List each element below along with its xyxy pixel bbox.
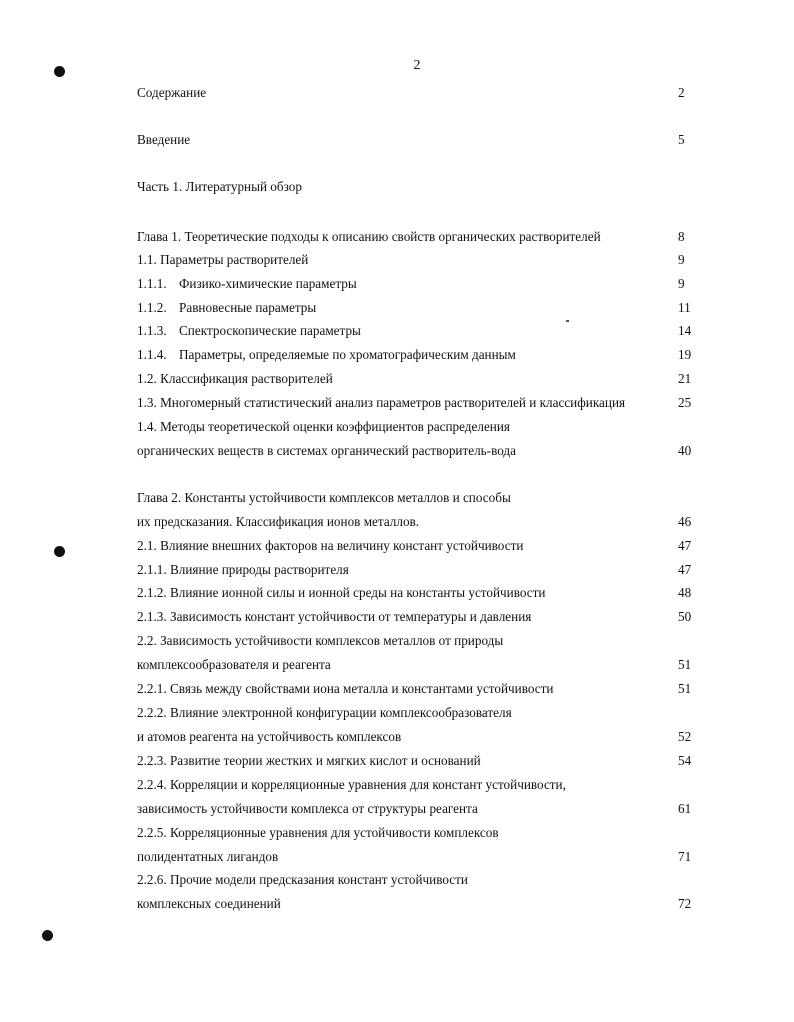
- toc-entry-text: 2.2.2. Влияние электронной конфигурации комплексообразователя: [137, 705, 512, 720]
- toc-entry-text: зависимость устойчивости комплекса от структуры реагента: [137, 801, 478, 816]
- toc-entry-page: 9: [678, 252, 685, 267]
- toc-entry-page: 14: [678, 323, 692, 338]
- toc-entry-title: [137, 321, 361, 341]
- toc-entry: [137, 847, 695, 867]
- toc-entry-text: 2.2.1. Связь между свойствами иона металла и константами устойчивости: [137, 681, 554, 696]
- toc-entry-title: [137, 250, 308, 270]
- toc-entry: [137, 227, 695, 247]
- toc-entry: [137, 631, 695, 651]
- toc-entry-title: [137, 775, 566, 795]
- toc-entry: [137, 655, 695, 675]
- toc-entry: [137, 775, 695, 795]
- page-number: 2: [413, 58, 421, 73]
- toc-entry-text: Глава 2. Константы устойчивости комплексов металлов и способы: [137, 490, 511, 505]
- toc-entry-title: [137, 751, 481, 771]
- toc-entry-text: Равновесные параметры: [179, 300, 317, 315]
- toc-entry-page: 71: [678, 849, 692, 864]
- toc-entry-text: органических веществ в системах органический растворитель-вода: [137, 443, 516, 458]
- toc-entry-text: Содержание: [137, 85, 207, 100]
- punch-hole-mark: [42, 930, 53, 941]
- toc-entry-page: 46: [678, 514, 692, 529]
- toc-entry-text: Параметры, определяемые по хроматографическим данным: [179, 347, 516, 362]
- toc-entry-text: 1.3. Многомерный статистический анализ параметров растворителей и классификация: [137, 395, 626, 410]
- toc-entry-title: [137, 870, 468, 890]
- toc-entry-text: Часть 1. Литературный обзор: [137, 179, 302, 194]
- toc-entry-text: 2.1.2. Влияние ионной силы и ионной среды на константы устойчивости: [137, 585, 546, 600]
- toc-entry-title: [137, 894, 281, 914]
- toc-entry: [137, 679, 695, 699]
- toc-entry-page: 2: [678, 85, 685, 100]
- toc-entry-text: 1.2. Классификация растворителей: [137, 371, 333, 386]
- toc-entry-title: [137, 83, 206, 103]
- toc-entry-page: 61: [678, 801, 692, 816]
- toc-entry: [137, 799, 695, 819]
- toc-entry: [137, 823, 695, 843]
- toc-entry-title: [137, 560, 349, 580]
- toc-entry-page: 50: [678, 609, 692, 624]
- toc-entry-title: [137, 369, 333, 389]
- toc-entry-page: 51: [678, 657, 692, 672]
- toc-entry-title: [137, 607, 531, 627]
- toc-entry-page: 9: [678, 276, 685, 291]
- toc-entry-text: комплексообразователя и реагента: [137, 657, 331, 672]
- toc-entry-page: 54: [678, 753, 692, 768]
- toc-entry-page: 51: [678, 681, 692, 696]
- toc-entry-title: [137, 583, 545, 603]
- toc-entry: [137, 369, 695, 389]
- toc-entry-title: [137, 703, 512, 723]
- toc-entry-text: 2.2.6. Прочие модели предсказания констант устойчивости: [137, 872, 468, 887]
- toc-entry-page: 25: [678, 395, 692, 410]
- toc-entry-text: комплексных соединений: [137, 896, 281, 911]
- toc-entry-title: [137, 274, 357, 294]
- toc-entry-page: 19: [678, 347, 692, 362]
- toc-entry-text: Введение: [137, 132, 191, 147]
- toc-entry: [137, 870, 695, 890]
- toc-entry-title: [137, 345, 516, 365]
- toc-entry-title: [137, 823, 499, 843]
- toc-entry-page: 8: [678, 229, 685, 244]
- toc-entry: [137, 727, 695, 747]
- toc-entry-title: [137, 847, 278, 867]
- toc-entry-text: Спектроскопические параметры: [179, 323, 361, 338]
- toc-entry-title: [137, 417, 510, 437]
- toc-entry-title: [137, 631, 503, 651]
- toc-entry-title: [137, 679, 553, 699]
- toc-entry: [137, 607, 695, 627]
- toc-entry-text: 2.1.1. Влияние природы растворителя: [137, 562, 349, 577]
- toc-entry: [137, 488, 695, 508]
- toc-entry-text: 2.2.5. Корреляционные уравнения для устойчивости комплексов: [137, 825, 499, 840]
- toc-entry-title: [137, 298, 316, 318]
- toc-entry: [137, 512, 695, 532]
- punch-hole-mark: [54, 546, 65, 557]
- toc-entry: [137, 83, 695, 103]
- toc-entry-text: Глава 1. Теоретические подходы к описанию свойств органических растворителей: [137, 229, 601, 244]
- toc-entry: [137, 751, 695, 771]
- toc-entry-text: 2.1. Влияние внешних факторов на величину констант устойчивости: [137, 538, 524, 553]
- toc-entry: [137, 274, 695, 294]
- toc-entry-text: 2.2. Зависимость устойчивости комплексов металлов от природы: [137, 633, 504, 648]
- toc-entry-page: 52: [678, 729, 692, 744]
- toc-entry-page: 5: [678, 132, 685, 147]
- toc-entry-text: Физико-химические параметры: [179, 276, 357, 291]
- toc-entry-page: 11: [678, 300, 691, 315]
- toc-entry-title: [137, 512, 419, 532]
- toc-entry: [137, 894, 695, 914]
- toc-entry-number: 1.1.1.: [137, 276, 167, 291]
- toc-entry-title: [137, 177, 302, 197]
- toc-entry-text: 2.2.4. Корреляции и корреляционные уравнения для констант устойчивости,: [137, 777, 566, 792]
- toc-entry-text: 1.4. Методы теоретической оценки коэффициентов распределения: [137, 419, 510, 434]
- toc-entry-page: 21: [678, 371, 692, 386]
- toc-entry-text: и атомов реагента на устойчивость комплексов: [137, 729, 402, 744]
- toc-entry-text: 2.1.3. Зависимость констант устойчивости от температуры и давления: [137, 609, 532, 624]
- toc-entry-title: [137, 393, 625, 413]
- toc-entry: [137, 583, 695, 603]
- toc-entry: [137, 560, 695, 580]
- toc-entry: [137, 250, 695, 270]
- toc-entry-text: их предсказания. Классификация ионов металлов.: [137, 514, 420, 529]
- toc-entry-number: 1.1.4.: [137, 347, 167, 362]
- toc-entry-title: [137, 536, 523, 556]
- toc-entry: [137, 345, 695, 365]
- toc-entry-title: [137, 727, 401, 747]
- toc-entry: [137, 536, 695, 556]
- toc-entry-title: [137, 799, 478, 819]
- toc-entry: [137, 177, 695, 197]
- toc-entry-title: [137, 655, 331, 675]
- toc-entry-title: [137, 441, 516, 461]
- toc-entry: [137, 321, 695, 341]
- toc-entry-page: 40: [678, 443, 692, 458]
- toc-entry: [137, 393, 695, 413]
- toc-entry-number: 1.1.2.: [137, 300, 167, 315]
- toc-entry: [137, 703, 695, 723]
- toc-entry: [137, 130, 695, 150]
- toc-entry-text: 1.1. Параметры растворителей: [137, 252, 309, 267]
- toc-entry-page: 72: [678, 896, 692, 911]
- toc-entry: [137, 298, 695, 318]
- toc-entry: [137, 417, 695, 437]
- toc-entry-title: [137, 488, 511, 508]
- toc-entry-title: [137, 130, 190, 150]
- toc-entry-page: 48: [678, 585, 692, 600]
- toc-entry: [137, 441, 695, 461]
- punch-hole-mark: [54, 66, 65, 77]
- toc-entry-number: 1.1.3.: [137, 323, 167, 338]
- toc-entry-text: 2.2.3. Развитие теории жестких и мягких кислот и оснований: [137, 753, 481, 768]
- toc-entry-page: 47: [678, 538, 692, 553]
- toc-entry-title: [137, 227, 601, 247]
- toc-entry-page: 47: [678, 562, 692, 577]
- toc-entry-text: полидентатных лигандов: [137, 849, 279, 864]
